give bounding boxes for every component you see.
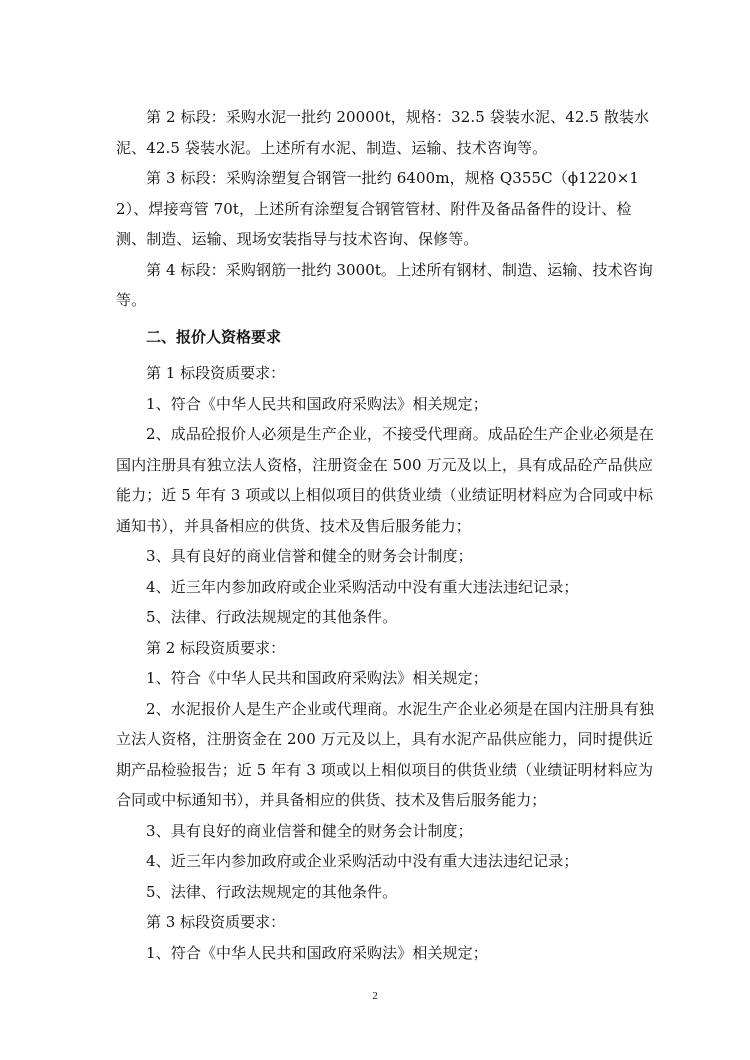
lot2-requirements-title: 第 2 标段资质要求： <box>146 638 286 657</box>
lot2-requirement-item: 4、近三年内参加政府或企业采购活动中没有重大违法违纪记录； <box>146 852 579 870</box>
lot1-requirement-item: 2、成品砼报价人必须是生产企业，不接受代理商。成品砼生产企业必须是在国内注册具有独立法人资格，注册资金在 500 万元及以上，具有成品砼产品供应能力；近 5 年有 3 项或以上相似项目的供货业绩（业绩证明材料应为合同或中标通知书），并具备相应的供货、技术及售后服务能力； <box>116 425 654 535</box>
lot2-scope-paragraph: 第 2 标段：采购水泥一批约 20000t，规格：32.5 袋装水泥、42.5 散装水泥、42.5 袋装水泥。上述所有水泥、制造、运输、技术咨询等。 <box>116 108 650 157</box>
lot1-requirement-item: 1、符合《中华人民共和国政府采购法》相关规定； <box>146 394 488 413</box>
lot1-requirement-item: 3、具有良好的商业信誉和健全的财务会计制度； <box>146 547 473 565</box>
lot4-scope-paragraph: 第 4 标段：采购钢筋一批约 3000t。上述所有钢材、制造、运输、技术咨询等。 <box>116 260 653 309</box>
lot2-requirement-item: 2、水泥报价人是生产企业或代理商。水泥生产企业必须是在国内注册具有独立法人资格，注册资金在 200 万元及以上，具有水泥产品供应能力，同时提供近期产品检验报告；近 5 年有 3 项或以上相似项目的供货业绩（业绩证明材料应为合同或中标通知书），并具备相应的供货、技术及售后服务能力； <box>116 699 654 809</box>
section-heading-qualifications: 二、报价人资格要求 <box>146 327 282 346</box>
lot1-requirement-item: 5、法律、行政法规规定的其他条件。 <box>146 608 398 626</box>
lot3-scope-paragraph: 第 3 标段：采购涂塑复合钢管一批约 6400m，规格 Q355C（ϕ1220×12）、焊接弯管 70t，上述所有涂塑复合钢管管材、附件及备品备件的设计、检测、制造、运输、现场安装指导与技术咨询、保修等。 <box>116 169 640 248</box>
lot3-requirement-item: 1、符合《中华人民共和国政府采购法》相关规定； <box>146 943 488 962</box>
lot2-requirement-item: 1、符合《中华人民共和国政府采购法》相关规定； <box>146 669 488 687</box>
lot2-requirement-item: 5、法律、行政法规规定的其他条件。 <box>146 882 398 901</box>
document-body <box>116 102 656 968</box>
lot1-requirement-item: 4、近三年内参加政府或企业采购活动中没有重大违法违纪记录； <box>146 577 579 596</box>
lot3-requirements-title: 第 3 标段资质要求： <box>146 913 286 931</box>
lot2-requirement-item: 3、具有良好的商业信誉和健全的财务会计制度； <box>146 821 473 840</box>
lot1-requirements-title: 第 1 标段资质要求： <box>146 364 286 382</box>
page-number: 2 <box>372 990 378 1002</box>
